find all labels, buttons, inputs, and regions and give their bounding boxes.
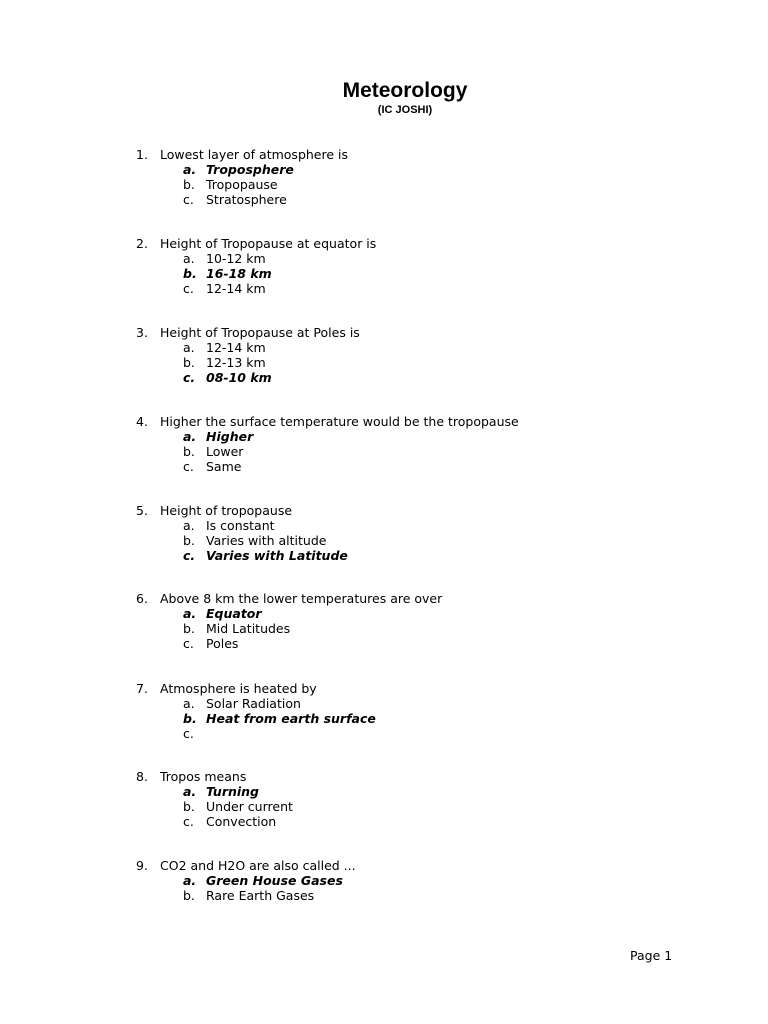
option-text: 12-14 km (206, 340, 266, 355)
option-letter: c. (183, 459, 194, 474)
option-letter: c. (183, 814, 194, 829)
option-text: Mid Latitudes (206, 621, 291, 636)
question-6 (136, 591, 696, 651)
question-number: 9. (136, 858, 148, 873)
option-text: Turning (206, 784, 260, 799)
question-line (136, 858, 696, 873)
answer-option-correct (136, 429, 696, 444)
question-1 (136, 147, 696, 207)
question-text: Higher the surface temperature would be the tropopause (160, 414, 519, 429)
option-letter: c. (183, 636, 194, 651)
option-letter: a. (183, 162, 197, 177)
question-text: CO2 and H2O are also called ... (160, 858, 356, 873)
option-text: Equator (206, 606, 262, 621)
question-line (136, 503, 696, 518)
option-text: Heat from earth surface (206, 711, 376, 726)
answer-option (136, 696, 696, 711)
option-letter: a. (183, 696, 195, 711)
answer-option (136, 726, 696, 741)
question-text: Tropos means (160, 769, 247, 784)
answer-option-correct (136, 784, 696, 799)
question-number: 3. (136, 325, 148, 340)
answer-option-correct (136, 266, 696, 281)
question-text: Height of tropopause (160, 503, 293, 518)
answer-option-correct (136, 370, 696, 385)
answer-option (136, 177, 696, 192)
page-number: Page 1 (630, 948, 673, 963)
option-text: 12-14 km (206, 281, 266, 296)
question-number: 7. (136, 681, 148, 696)
option-letter: b. (183, 711, 197, 726)
question-number: 1. (136, 147, 148, 162)
option-letter: b. (183, 533, 195, 548)
option-letter: c. (183, 548, 196, 563)
question-2 (136, 236, 696, 296)
answer-option-correct (136, 873, 696, 888)
answer-option (136, 281, 696, 296)
option-text: Varies with Latitude (206, 548, 348, 563)
option-letter: c. (183, 726, 194, 741)
option-letter: a. (183, 873, 197, 888)
answer-option-correct (136, 711, 696, 726)
option-letter: b. (183, 266, 197, 281)
option-letter: b. (183, 621, 195, 636)
answer-option (136, 799, 696, 814)
question-text: Atmosphere is heated by (160, 681, 317, 696)
option-text: Higher (206, 429, 254, 444)
option-text: Convection (206, 814, 277, 829)
answer-option-correct (136, 548, 696, 563)
option-text: Same (206, 459, 242, 474)
question-number: 6. (136, 591, 148, 606)
question-8 (136, 769, 696, 829)
answer-option (136, 251, 696, 266)
option-text: Under current (206, 799, 293, 814)
question-4 (136, 414, 696, 474)
option-text: Poles (206, 636, 239, 651)
option-letter: c. (183, 281, 194, 296)
option-text: Rare Earth Gases (206, 888, 315, 903)
page-subtitle: (IC JOSHI) (377, 104, 433, 116)
question-number: 8. (136, 769, 148, 784)
option-text: Troposphere (206, 162, 294, 177)
answer-option (136, 192, 696, 207)
answer-option (136, 636, 696, 651)
question-number: 2. (136, 236, 148, 251)
question-5 (136, 503, 696, 563)
option-letter: b. (183, 888, 195, 903)
answer-option (136, 518, 696, 533)
question-7 (136, 681, 696, 741)
answer-option (136, 444, 696, 459)
question-line (136, 769, 696, 784)
question-number: 4. (136, 414, 148, 429)
option-text: Green House Gases (206, 873, 343, 888)
question-9 (136, 858, 696, 903)
option-letter: c. (183, 192, 194, 207)
option-text: 12-13 km (206, 355, 266, 370)
answer-option (136, 533, 696, 548)
option-text: 10-12 km (206, 251, 266, 266)
option-text: Stratosphere (206, 192, 287, 207)
option-letter: b. (183, 355, 195, 370)
answer-option (136, 814, 696, 829)
page-title: Meteorology (342, 79, 468, 102)
option-letter: a. (183, 251, 195, 266)
answer-option (136, 888, 696, 903)
question-line (136, 591, 696, 606)
answer-option-correct (136, 606, 696, 621)
question-text: Height of Tropopause at equator is (160, 236, 377, 251)
option-text: Lower (206, 444, 244, 459)
question-line (136, 414, 696, 429)
question-line (136, 325, 696, 340)
question-line (136, 147, 696, 162)
question-text: Height of Tropopause at Poles is (160, 325, 360, 340)
answer-option (136, 340, 696, 355)
option-text: 08-10 km (206, 370, 272, 385)
answer-option (136, 355, 696, 370)
answer-option (136, 459, 696, 474)
option-letter: b. (183, 799, 195, 814)
option-letter: a. (183, 784, 197, 799)
question-line (136, 236, 696, 251)
option-letter: b. (183, 177, 195, 192)
question-text: Lowest layer of atmosphere is (160, 147, 349, 162)
option-letter: b. (183, 444, 195, 459)
option-letter: a. (183, 429, 197, 444)
option-text: Solar Radiation (206, 696, 301, 711)
question-text: Above 8 km the lower temperatures are over (160, 591, 443, 606)
answer-option-correct (136, 162, 696, 177)
answer-option (136, 621, 696, 636)
option-letter: a. (183, 340, 195, 355)
question-line (136, 681, 696, 696)
option-text: 16-18 km (206, 266, 272, 281)
option-text: Tropopause (206, 177, 278, 192)
option-text: Varies with altitude (206, 533, 327, 548)
question-3 (136, 325, 696, 385)
question-number: 5. (136, 503, 148, 518)
option-letter: c. (183, 370, 196, 385)
option-letter: a. (183, 518, 195, 533)
option-text: Is constant (206, 518, 275, 533)
option-letter: a. (183, 606, 197, 621)
